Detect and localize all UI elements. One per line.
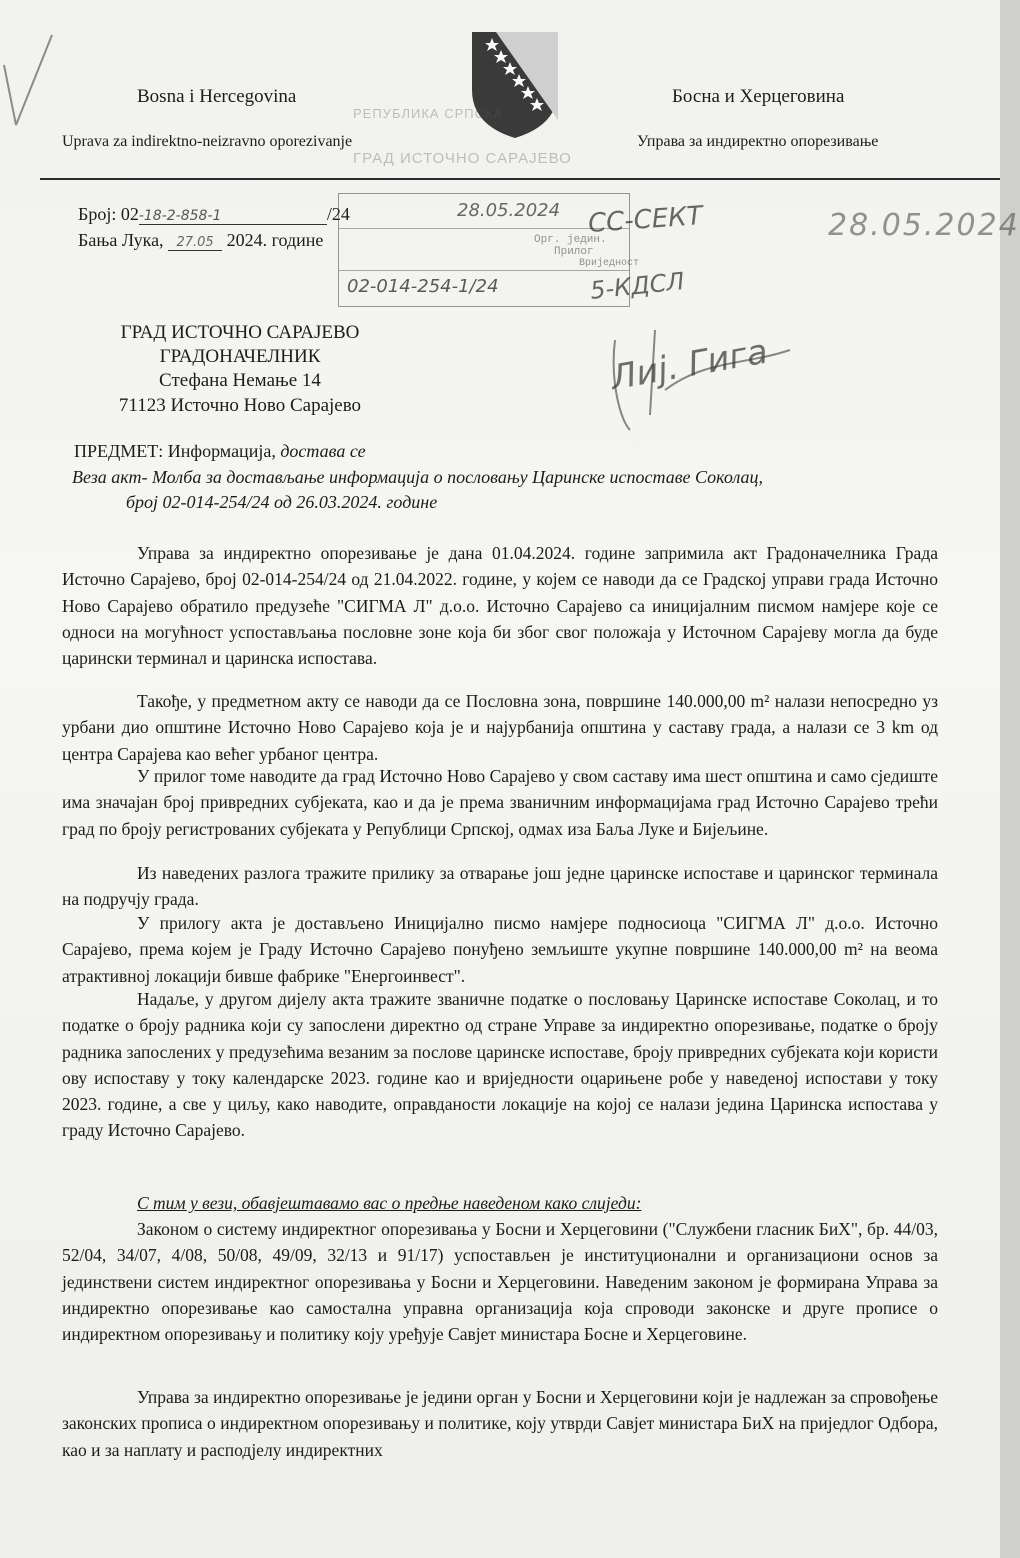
coat-of-arms-icon xyxy=(470,30,560,140)
stamp-col-1: Орг. једин. xyxy=(534,234,607,246)
reference-date-handwritten: 27.05 xyxy=(168,235,222,251)
handwritten-note-2: 5-КДСЛ xyxy=(588,267,686,305)
reference-number-label: Број: 02 xyxy=(78,204,139,224)
stamp-registry-number: 02-014-254-1/24 xyxy=(347,276,499,297)
subject-text: Информација, xyxy=(167,441,276,461)
body-paragraph-7: Законом о систему индиректног опорезивања у Босни и Херцеговини ("Службени гласник БиХ", бр. 44/03, 52/04, 34/07, 4/08, 50/08, 49/09, 32/13 и 91/17) успостављен је институционални и организациони основ за јединствени систем индиректног опорезивања у Босни и Херцеговини. Наведеним законом је формирана Управа за индиректно опорезивање као самостална управна организација која спроводи законске и друге прописе о индиректном опорезивању и политику коју уређује Савјет министара Босне и Херцеговине. xyxy=(62,1219,938,1345)
body-paragraph-3: У прилог томе наводите да град Источно Ново Сарајево у свом саставу има шест општина и само сједиште има значајан број привредних субјеката, као и да је према званичним информацијама град Источно Сарајево трећи град по броју регистрованих субјеката у Републици Српској, одмах иза Баља Луке и Бијељине. xyxy=(62,766,938,839)
stamp-col-3: Вриједност xyxy=(579,258,640,269)
stamp-col-2: Прилог xyxy=(554,246,594,258)
stamp-header-line-2: ГРАД ИСТОЧНО САРАЈЕВО xyxy=(353,150,572,167)
header-left-subtitle: Uprava za indirektno-neizravno oporezivanje xyxy=(62,133,353,150)
reference-date xyxy=(78,230,323,251)
reference-city: Бања Лука, xyxy=(78,230,164,250)
recipient-line-2: ГРАДОНАЧЕЛНИК xyxy=(159,346,321,367)
stamp-received-date: 28.05.2024 xyxy=(457,200,561,221)
body-paragraph-2: Такође, у предметном акту се наводи да се Пословна зона, површине 140.000,00 m² налази непосредно уз урбани дио општине Источно Ново Сарајево која је и најурбанија општина у саставу града, а налази се 3 km од центра Сарајева као већег урбаног центра. xyxy=(62,691,938,764)
reference-number xyxy=(78,204,350,225)
subject-line xyxy=(74,441,366,462)
body-paragraph-6: Надаље, у другом дијелу акта тражите званичне податке о пословању Царинске испоставе Соколац, и то податке о броју радника који су запослени директно од стране Управе за индиректно опорезивање, податке о броју радника запослених у предузећима везаним за послове царинске испоставе, броју привредних субјеката који користи ову испоставу у току календарске 2023. године као и вриједности оцарињене робе у наведеној испостави у току 2023. године, а све у циљу, како наводите, оправданости локације на којој се налази једина Царинска испостава у граду Источно Сарајево. xyxy=(62,989,938,1141)
header-left-title: Bosna i Hercegovina xyxy=(137,86,297,107)
body-paragraph-4: Из наведених разлога тражите прилику за отварање још једне царинске испоставе и царинског терминала на подручју града. xyxy=(62,863,938,910)
body-paragraph-8: Управа за индиректно опорезивање је једини орган у Босни и Херцеговини који је надлежан за спровођење законских прописа о индиректном опорезивању и политике, коју утврди Савјет министара БиХ на приједлог Одбора, као и за наплату и расподјелу индиректних xyxy=(62,1387,938,1460)
signature-stroke xyxy=(595,320,805,440)
header-rule xyxy=(40,178,1000,180)
reference-year: 2024. године xyxy=(226,230,324,250)
body-paragraph-1: Управа за индиректно опорезивање је дана 01.04.2024. године запримила акт Градоначелника Града Источно Сарајево, број 02-014-254/24 од 21.04.2022. године, у којем се наводи да се Градској управи града Источно Ново Сарајево обратило предузеће "СИГМА Л" д.о.о. Источно Сарајево са иницијалним писмом намјере које се односи на могућност успостављања пословне зоне која би због свог положаја у Источном Сарајеву могла да буде царински терминал и царинска испостава. xyxy=(62,543,938,669)
subject-reference-line-1: Веза акт- Молба за достављање информација о пословању Царинске испоставе Соколац, xyxy=(72,467,764,487)
handwritten-note-1: СС-СЕКТ xyxy=(587,201,704,239)
stamp-header-line-1: РЕПУБЛИКА СРПСКА xyxy=(353,106,504,121)
check-mark-icon xyxy=(0,30,60,110)
recipient-line-1: ГРАД ИСТОЧНО САРАЈЕВО xyxy=(120,322,360,343)
subject-text-italic: достава се xyxy=(280,441,366,461)
reference-number-handwritten: -18-2-858-1 xyxy=(139,208,327,225)
handwritten-date-right: 28.05.2024 xyxy=(828,208,1020,243)
reference-number-suffix: /24 xyxy=(326,204,350,224)
section-heading: С тим у вези, обавјештавамо вас о предње наведеном како слиједи: xyxy=(137,1193,642,1213)
subject-label: ПРЕДМЕТ: xyxy=(74,441,164,461)
recipient-line-3: Стефана Немање 14 xyxy=(159,370,321,391)
recipient-line-4: 71123 Источно Ново Сарајево xyxy=(118,395,362,416)
body-paragraph-5: У прилогу акта је достављено Иницијално писмо намјере подносиоца "СИГМА Л" д.о.о. Источно Сарајево, према којем је Граду Источно Сарајево понуђено земљиште укупне површине 140.000,00 m² на веома атрактивној локацији бивше фабрике "Енергоинвест". xyxy=(62,913,938,986)
header-right-subtitle: Управа за индиректно опорезивање xyxy=(637,133,879,150)
handwritten-signature: Лиј. Гига xyxy=(607,331,771,399)
header-right-title: Босна и Херцеговина xyxy=(672,86,845,107)
subject-reference-line-2: број 02-014-254/24 од 26.03.2024. године xyxy=(126,492,438,512)
